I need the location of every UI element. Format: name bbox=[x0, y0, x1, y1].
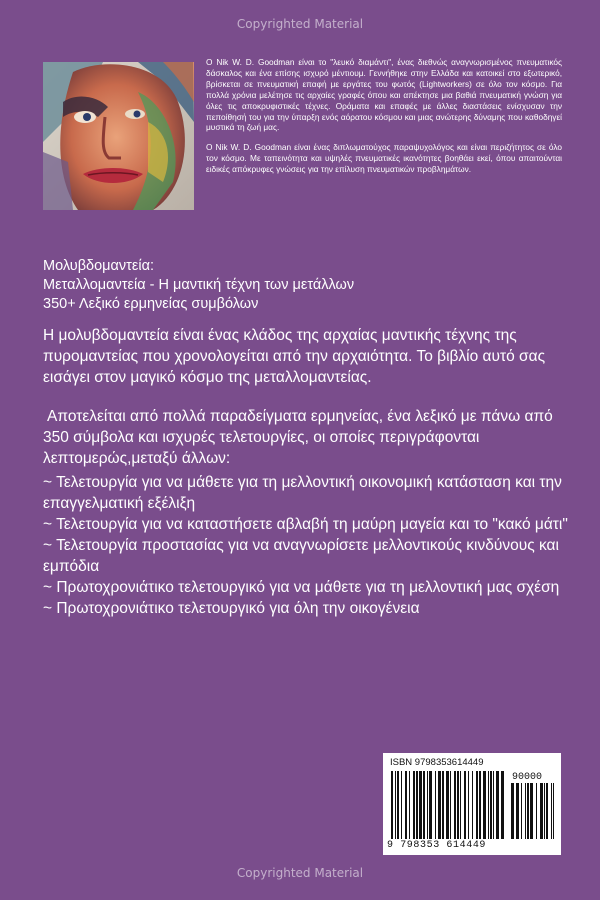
barcode-stripe bbox=[468, 771, 469, 839]
isbn-barcode bbox=[383, 753, 561, 855]
description-paragraph: Αποτελείται από πολλά παραδείγματα ερμηνείας, ένα λεξικό με πάνω από 350 σύμβολα και ισχυρές τελετουργίες, οι οποίες περιγράφονται λεπτομερώς,μεταξύ άλλων: bbox=[43, 408, 553, 467]
barcode-stripe bbox=[479, 771, 481, 839]
barcode-addon-bars bbox=[511, 783, 555, 839]
barcode-stripe bbox=[450, 771, 451, 839]
ritual-list bbox=[43, 472, 573, 619]
barcode-stripe bbox=[511, 783, 514, 839]
barcode-stripe bbox=[472, 771, 473, 839]
barcode-stripe bbox=[460, 771, 461, 839]
barcode-stripe bbox=[546, 783, 548, 839]
barcode-stripe bbox=[476, 771, 478, 839]
barcode-stripe bbox=[423, 771, 425, 839]
author-bio-paragraph: Ο Nik W. D. Goodman είναι το "λευκό διαμάντι", ένας διεθνώς αναγνωρισμένος πνευματικός δάσκαλος και ένα επίσης ισχυρό μέντιουμ. Γεννήθηκε στην Ελλάδα και κατοικεί στο εξωτερικό, βρίσκεται σε πνευματική επαφή με εργάτες του φωτός (Lightworkers) σε όλο τον κόσμο. Για πολλά χρόνια μελέτησε τις αρχαίες γραφές όπου και απέκτησε μια βαθιά πνευματική γνώση για όλες τις αποκρυφιστικές τέχνες. Οράματα και επαφές με άλλες διαστάσεις ενίσχυσαν την πεποίθησή του για την ύπαρξη ενός αόρατου κόσμου και μιας ανώτερης δύναμης που καθοδηγεί μυστικά τη ζωή μας. bbox=[206, 57, 562, 133]
description-paragraph: Η μολυβδομαντεία είναι ένας κλάδος της αρχαίας μαντικής τέχνης της πυρομαντείας που χρονολογείται από την αρχαιότητα. Το βιβλίο αυτό σας εισάγει στον μαγικό κόσμο της μεταλλομαντείας. bbox=[43, 327, 546, 386]
barcode-stripe bbox=[419, 771, 422, 839]
barcode-stripe bbox=[442, 771, 444, 839]
barcode-stripe bbox=[454, 771, 456, 839]
ritual-list-item: ~ Πρωτοχρονιάτικο τελετουργικό για να μάθετε για τη μελλοντική μας σχέση bbox=[43, 579, 560, 596]
barcode-stripe bbox=[521, 783, 522, 839]
barcode-stripe bbox=[413, 771, 415, 839]
barcode-stripe bbox=[401, 771, 402, 839]
barcode-stripe bbox=[527, 783, 529, 839]
barcode-stripe bbox=[416, 771, 418, 839]
barcode-stripe bbox=[391, 771, 393, 839]
barcode-bars bbox=[391, 771, 505, 839]
addon-price-code: 90000 bbox=[512, 772, 543, 783]
barcode-stripe bbox=[409, 771, 410, 839]
author-bio bbox=[206, 57, 562, 184]
author-portrait bbox=[43, 62, 194, 210]
barcode-stripe bbox=[501, 771, 504, 839]
barcode-stripe bbox=[435, 771, 436, 839]
barcode-stripe bbox=[446, 771, 449, 839]
barcode-stripe bbox=[395, 771, 396, 839]
ritual-list-item: ~ Τελετουργία για να καταστήσετε αβλαβή τη μαύρη μαγεία και το "κακό μάτι" bbox=[43, 516, 568, 533]
barcode-stripe bbox=[427, 771, 428, 839]
barcode-stripe bbox=[483, 771, 486, 839]
barcode-stripe bbox=[525, 783, 526, 839]
book-title-line: Μολυβδομαντεία: bbox=[43, 258, 154, 274]
author-bio-paragraph: Ο Nik W. D. Goodman είναι ένας διπλωματούχος παραψυχολόγος και είναι περιζήτητος σε όλο τον κόσμο. Με ταπεινότητα και υψηλές πνευματικές ικανότητες βοηθάει εκεί, όπου απαιτούνται ειδικές απόκρυφες γνώσεις για την επίλυση πνευματικών προβλημάτων. bbox=[206, 142, 562, 175]
barcode-stripe bbox=[464, 771, 466, 839]
barcode-stripe bbox=[553, 783, 554, 839]
ritual-list-item: ~ Τελετουργία προστασίας για να αναγνωρίσετε μελλοντικούς κινδύνους και εμπόδια bbox=[43, 537, 559, 575]
ritual-list-item: ~ Πρωτοχρονιάτικο τελετουργικό για όλη την οικογένεια bbox=[43, 600, 420, 617]
barcode-stripe bbox=[429, 771, 432, 839]
barcode-stripe bbox=[544, 783, 545, 839]
watermark-bottom: Copyrighted Material bbox=[236, 866, 364, 880]
barcode-stripe bbox=[490, 771, 492, 839]
barcode-stripe bbox=[551, 783, 552, 839]
barcode-stripe bbox=[530, 783, 533, 839]
barcode-stripe bbox=[405, 771, 407, 839]
barcode-stripe bbox=[457, 771, 459, 839]
barcode-stripe bbox=[397, 771, 399, 839]
barcode-stripe bbox=[540, 783, 543, 839]
barcode-stripe bbox=[438, 771, 441, 839]
author-portrait-art bbox=[43, 62, 194, 210]
ritual-list-item: ~ Τελετουργία για να μάθετε για τη μελλοντική οικονομική κατάσταση και την επαγγελματική εξέλιξη bbox=[43, 474, 562, 512]
book-title-line: Μεταλλομαντεία - Η μαντική τέχνη των μετάλλων bbox=[43, 277, 355, 293]
barcode-stripe bbox=[516, 783, 519, 839]
barcode-digits: 9 798353 614449 bbox=[387, 840, 487, 851]
watermark-top: Copyrighted Material bbox=[236, 17, 364, 31]
book-description bbox=[43, 325, 573, 469]
barcode-stripe bbox=[496, 771, 499, 839]
barcode-stripe bbox=[488, 771, 489, 839]
book-title-line: 350+ Λεξικό ερμηνείας συμβόλων bbox=[43, 296, 259, 312]
barcode-stripe bbox=[493, 771, 494, 839]
barcode-stripe bbox=[536, 783, 537, 839]
isbn-label: ISBN 9798353614449 bbox=[390, 757, 484, 768]
book-titles bbox=[43, 257, 563, 314]
